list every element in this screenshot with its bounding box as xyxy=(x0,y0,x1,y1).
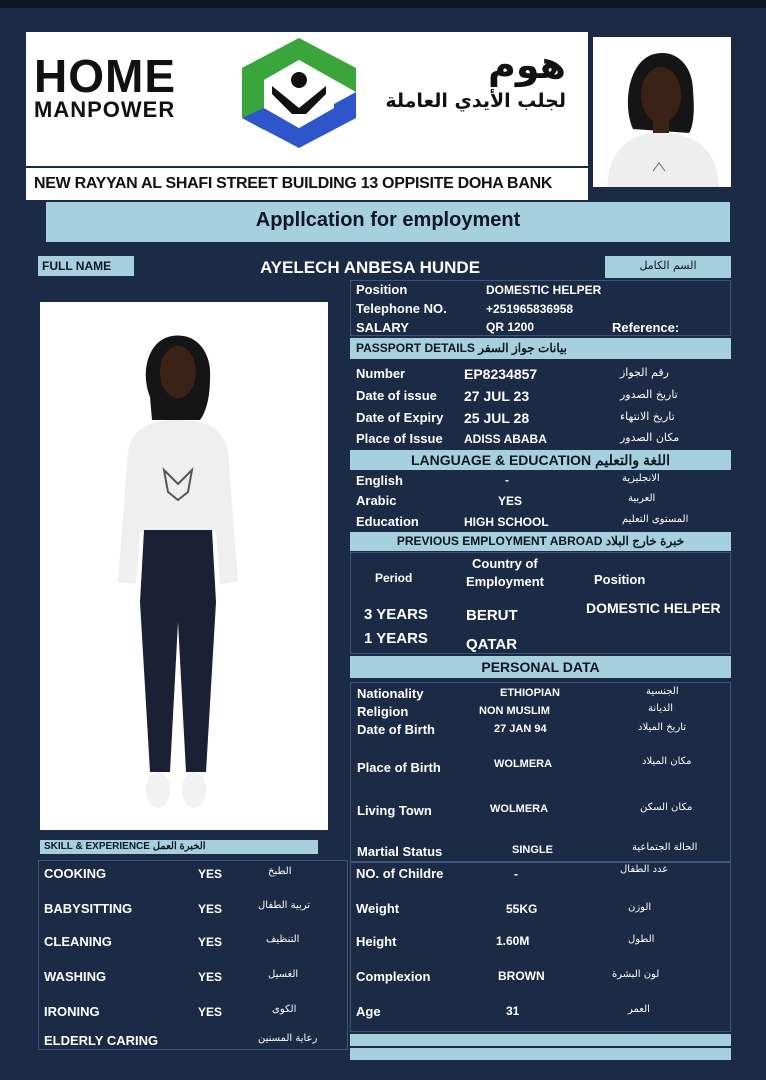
skill-elderly-label-ar: رعاية المسنين xyxy=(258,1033,318,1044)
skill-cleaning-value: YES xyxy=(198,935,223,949)
living-town-label: Living Town xyxy=(357,803,432,818)
physical-table xyxy=(350,862,731,1032)
brand-manpower: MANPOWER xyxy=(34,97,176,122)
phone-value: +251965836958 xyxy=(486,302,574,316)
height-label: Height xyxy=(356,934,397,949)
employment-country-2: QATAR xyxy=(466,636,518,653)
nationality-label-ar: الجنسية xyxy=(646,686,679,697)
children-label: NO. of Childre xyxy=(356,866,444,881)
marital-status-label-ar: الحالة الجتماعية xyxy=(632,842,698,853)
personal-header: PERSONAL DATA xyxy=(350,656,731,678)
education-value: HIGH SCHOOL xyxy=(464,515,549,529)
skill-ironing-value: YES xyxy=(198,1005,223,1019)
skill-ironing-label: IRONING xyxy=(44,1004,100,1019)
language-header: LANGUAGE & EDUCATION اللغة والتعليم xyxy=(350,450,731,470)
arabic-value: YES xyxy=(498,494,523,508)
religion-value: NON MUSLIM xyxy=(479,705,550,717)
passport-issue-label: Date of issue xyxy=(356,388,437,403)
salary-value: QR 1200 xyxy=(486,320,535,334)
skill-elderly-label: ELDERLY CARING xyxy=(44,1033,159,1048)
skill-washing-label: WASHING xyxy=(44,969,107,984)
dob-label: Date of Birth xyxy=(357,722,435,737)
employment-header: PREVIOUS EMPLOYMENT ABROAD خبرة خارج البلاد xyxy=(350,532,731,551)
employment-col-country-2: Employment xyxy=(466,574,545,589)
religion-label: Religion xyxy=(357,704,409,719)
passport-header: PASSPORT DETAILS بيانات جواز السفر xyxy=(350,338,731,359)
footer-strip-2 xyxy=(350,1048,731,1060)
full-name-label-ar: السم الكامل xyxy=(605,256,731,278)
marital-status-value: SINGLE xyxy=(512,844,553,856)
employment-country-1: BERUT xyxy=(466,607,518,624)
weight-label-ar: الوزن xyxy=(628,902,652,913)
footer-strip-1 xyxy=(350,1034,731,1046)
full-body-figure-icon xyxy=(40,302,328,830)
children-label-ar: عدد الطفال xyxy=(620,864,669,875)
passport-place-value: ADISS ABABA xyxy=(464,432,547,446)
height-label-ar: الطول xyxy=(628,934,655,945)
english-label-ar: الانجليزية xyxy=(622,473,660,484)
skill-washing-value: YES xyxy=(198,970,223,984)
complexion-label-ar: لون البشرة xyxy=(612,969,660,980)
height-value: 1.60M xyxy=(496,934,530,948)
dob-label-ar: تاريخ الميلاد xyxy=(638,722,687,733)
marital-status-label: Martial Status xyxy=(357,844,443,859)
complexion-label: Complexion xyxy=(356,969,431,984)
employment-col-period: Period xyxy=(375,571,413,585)
passport-issue-label-ar: تاريخ الصدور xyxy=(620,388,678,401)
skill-babysitting-label: BABYSITTING xyxy=(44,901,133,916)
passport-place-label-ar: مكان الصدور xyxy=(620,431,680,444)
english-label: English xyxy=(356,473,403,488)
skill-babysitting-value: YES xyxy=(198,902,223,916)
nationality-label: Nationality xyxy=(357,686,424,701)
age-label: Age xyxy=(356,1004,381,1019)
nationality-value: ETHIOPIAN xyxy=(500,687,560,699)
passport-number-value: EP8234857 xyxy=(464,366,538,382)
passport-expiry-value: 25 JUL 28 xyxy=(464,410,530,426)
skills-table xyxy=(38,860,348,1050)
employment-col-position: Position xyxy=(594,572,646,587)
english-value: - xyxy=(505,473,509,487)
headshot-figure-icon xyxy=(593,37,731,187)
full-body-photo xyxy=(40,302,328,830)
position-value: DOMESTIC HELPER xyxy=(486,283,602,297)
skill-ironing-label-ar: الكوى xyxy=(272,1004,297,1015)
skill-cooking-label: COOKING xyxy=(44,866,107,881)
weight-label: Weight xyxy=(356,901,400,916)
age-value: 31 xyxy=(506,1004,520,1018)
employment-position: DOMESTIC HELPER xyxy=(586,600,721,616)
full-name-value: AYELECH ANBESA HUNDE xyxy=(259,258,481,277)
children-value: - xyxy=(514,867,518,881)
passport-issue-value: 27 JUL 23 xyxy=(464,388,530,404)
education-label-ar: المستوى التعليم xyxy=(622,514,689,525)
phone-label: Telephone NO. xyxy=(356,301,447,316)
brand-ar-title: هوم xyxy=(487,43,566,87)
skill-cooking-label-ar: الطبخ xyxy=(268,866,292,877)
brand-text-ar xyxy=(366,42,566,114)
passport-expiry-label: Date of Expiry xyxy=(356,410,444,425)
brand-ar-subtitle: لجلب الأيدي العاملة xyxy=(385,90,566,112)
salary-label: SALARY xyxy=(356,320,409,335)
skill-cleaning-label: CLEANING xyxy=(44,934,112,949)
logo-icon xyxy=(236,34,362,152)
headshot-photo xyxy=(593,37,731,187)
reference-label: Reference: xyxy=(612,320,680,335)
religion-label-ar: الديانة xyxy=(648,703,674,714)
full-name-label: FULL NAME xyxy=(38,256,134,276)
brand-text-en xyxy=(34,50,234,122)
living-town-label-ar: مكان السكن xyxy=(640,802,693,813)
employment-period-2: 1 YEARS xyxy=(364,630,428,647)
passport-place-label: Place of Issue xyxy=(356,431,443,446)
complexion-value: BROWN xyxy=(498,969,545,983)
living-town-value: WOLMERA xyxy=(490,803,549,815)
address-line: NEW RAYYAN AL SHAFI STREET BUILDING 13 OPPISITE DOHA BANK xyxy=(34,175,553,192)
employment-col-country-1: Country of xyxy=(472,556,538,571)
education-label: Education xyxy=(356,514,419,529)
passport-number-label-ar: رقم الجواز xyxy=(620,366,669,379)
skill-cooking-value: YES xyxy=(198,867,223,881)
pob-label-ar: مكان الميلاد xyxy=(642,756,692,767)
weight-value: 55KG xyxy=(506,902,538,916)
form-title: Appllcation for employment xyxy=(46,202,730,242)
header-divider xyxy=(26,166,588,168)
skill-cleaning-label-ar: التنظيف xyxy=(266,934,300,945)
skills-header: SKILL & EXPERIENCE الخبرة العمل xyxy=(40,840,318,854)
dob-value: 27 JAN 94 xyxy=(494,723,547,735)
pob-value: WOLMERA xyxy=(494,758,553,770)
age-label-ar: العمر xyxy=(628,1004,650,1015)
header-banner xyxy=(26,32,588,200)
passport-expiry-label-ar: تاريخ الانتهاء xyxy=(620,410,675,423)
pob-label: Place of Birth xyxy=(357,760,441,775)
skill-babysitting-label-ar: تربية الطفال xyxy=(258,900,311,911)
skill-washing-label-ar: الغسيل xyxy=(268,969,299,980)
passport-number-label: Number xyxy=(356,366,406,381)
position-label: Position xyxy=(356,282,408,297)
arabic-label-ar: العربية xyxy=(628,493,656,504)
arabic-label: Arabic xyxy=(356,493,397,508)
brand-home: HOME xyxy=(34,50,176,102)
employment-period-1: 3 YEARS xyxy=(364,606,428,623)
